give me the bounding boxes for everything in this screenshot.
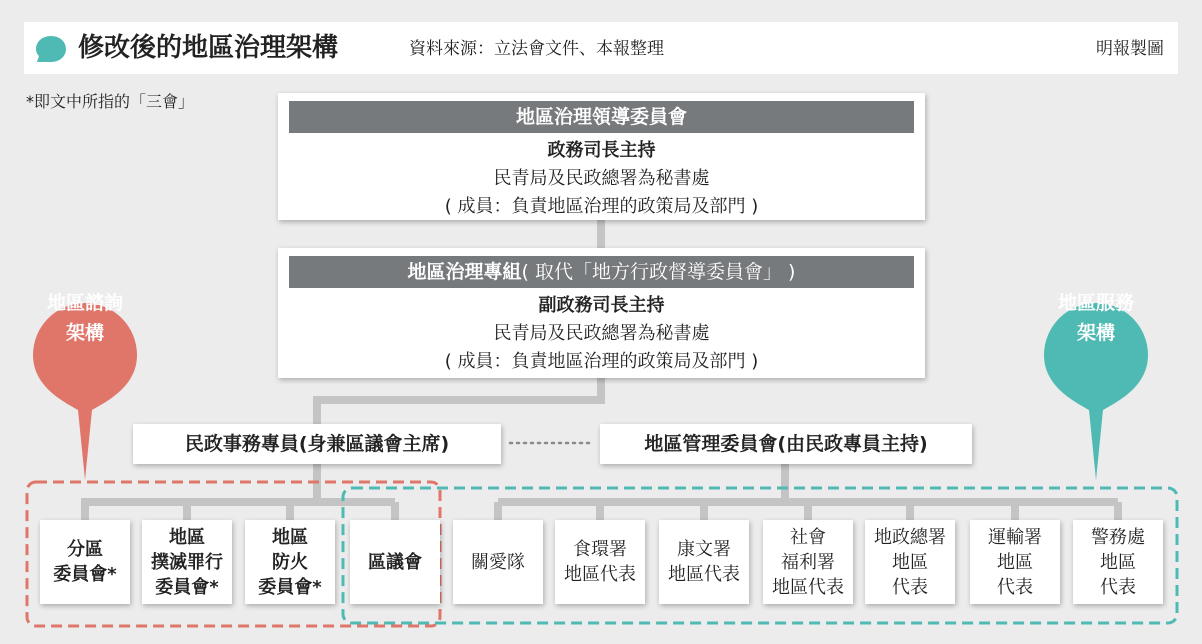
care-team-box: 關愛隊: [453, 520, 543, 604]
area-committee-box: 分區 委員會*: [40, 520, 130, 604]
task-force-secretariat: 民青局及民政總署為秘書處: [493, 323, 710, 344]
lands-rep-box: 地政總署 地區 代表: [865, 520, 955, 604]
leadership-chair: 政務司長主持: [547, 140, 656, 161]
leadership-committee-box: [278, 93, 925, 220]
advisory-structure-label: 地區諮詢 架構: [46, 292, 123, 344]
police-rep-box: 警務處 地區 代表: [1073, 520, 1163, 604]
connector-second-to-commissioner: [317, 378, 601, 424]
lcsd-rep-box: 康文署 地區代表: [659, 520, 749, 604]
swd-rep-box: 社會 福利署 地區代表: [763, 520, 853, 604]
chart-title: 修改後的地區治理架構: [78, 33, 339, 63]
task-force-title: [289, 256, 914, 288]
leadership-committee-title: 地區治理領導委員會: [289, 101, 914, 133]
fehd-rep-box: 食環署 地區代表: [555, 520, 645, 604]
source-note: 資料來源：立法會文件、本報整理: [409, 39, 664, 59]
fight-crime-committee-box: 地區 撲滅罪行 委員會*: [142, 520, 232, 604]
task-force-members: ( 成員：負責地區治理的政策局及部門 ): [444, 351, 759, 372]
service-structure-label: 地區服務 架構: [1057, 292, 1134, 344]
district-council-box: 區議會: [350, 520, 440, 604]
connector-commissioner-branch: [85, 462, 317, 520]
task-force-chair: 副政務司長主持: [538, 295, 665, 316]
credit-note: 明報製圖: [1096, 39, 1164, 59]
task-force-name: 地區治理專組: [407, 261, 522, 283]
speech-bubble-icon: [34, 34, 68, 64]
leadership-members: ( 成員：負責地區治理的政策局及部門 ): [444, 196, 759, 217]
task-force-note: ( 取代「地方行政督導委員會」 ): [521, 261, 796, 283]
leadership-secretariat: 民青局及民政總署為秘書處: [493, 168, 710, 189]
footnote: *即文中所指的「三會」: [26, 92, 195, 111]
district-officer-box: 民政事務專員(身兼區議會主席): [133, 424, 501, 464]
governance-task-force-box: [278, 248, 925, 378]
fire-safety-committee-box: 地區 防火 委員會*: [245, 520, 335, 604]
transport-rep-box: 運輸署 地區 代表: [970, 520, 1060, 604]
district-management-committee-box: 地區管理委員會(由民政專員主持): [600, 424, 972, 464]
header-bar: [24, 22, 1178, 74]
